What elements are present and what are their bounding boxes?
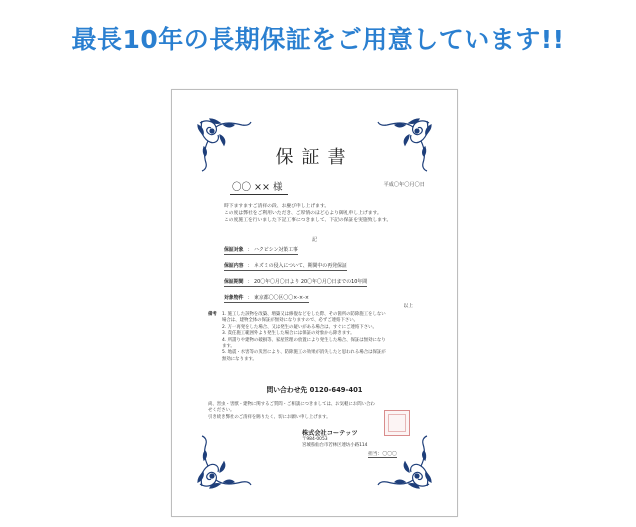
closing-line: 尚、害虫・害獣・建物に関するご質問・ご相談につきましては、お気軽にお問い合わ (208, 402, 375, 407)
remark-line: 5. 地震・水害等の災害により、防除施工の効果が消失したと思われる場合は保証が (222, 350, 386, 356)
warranty-row-period (224, 278, 367, 287)
company-address (302, 437, 367, 449)
row-value: ： ネズミの侵入について、期間中の再発保証 (247, 263, 347, 269)
remark-line: 2. 万一再発をした場合、又は発生の疑いがある場合は、すぐにご連絡下さい。 (222, 324, 377, 330)
row-label: 保証対象 (224, 247, 244, 253)
warranty-certificate (171, 89, 458, 517)
contact-info: 問い合わせ先 0120-649-401 (266, 386, 363, 394)
remarks-label: 備考 (208, 312, 217, 317)
ijo-marker: 以上 (403, 304, 413, 309)
closing-line: せください。 (208, 408, 235, 414)
remark-line: 4. 所謂りや建物の破損等、家屋管理の放置により発生した場合、保証は無効になり (222, 337, 386, 343)
representative: 担当：〇〇〇 (368, 452, 397, 457)
remark-line: 1. 施工した該物を改築、増築又は修復などをした際、その箇所の防除施工をしない (222, 312, 386, 317)
row-label: 保証期間 (224, 279, 244, 285)
warranty-row-property (224, 294, 309, 303)
remark-line: 場合は、建物全体の保証が無効になりますので、必ずご連絡下さい。 (222, 318, 359, 324)
greeting-line: この度施工を行いました下記工事につきまして、下記の保証を実施致します。 (224, 218, 392, 223)
company-name: 株式会社コーテッツ (302, 430, 358, 437)
row-value: ： 20〇年〇月〇日より 20〇年〇月〇日までの10年間 (247, 279, 368, 285)
corner-ornament-icon (375, 432, 435, 492)
address-line: 宮城県仙台市若林区連坊小路114 (302, 443, 368, 449)
ki-marker: 記 (311, 237, 317, 243)
warranty-row-target (224, 246, 298, 255)
issue-date: 平成〇年〇月〇日 (383, 182, 425, 188)
closing-line: 引き続き弊社のご清祥を賜りたく、切にお願い申し上げます。 (208, 414, 331, 420)
greeting-line: この度は弊社をご利用いただき、ご厚情のほど心より御礼申し上げます。 (224, 211, 382, 216)
certificate-title: 保証書 (275, 147, 354, 168)
greeting-line: 時下ますますご清祥の段、お慶び申し上げます。 (224, 204, 330, 209)
corner-ornament-icon (194, 432, 254, 492)
row-label: 対象物件 (224, 295, 244, 301)
remark-line: 3. 責任施工範囲外より発生した場合には保証の対象から除きます。 (222, 331, 355, 337)
warranty-row-content (224, 262, 347, 271)
recipient-name: 〇〇 ×× 様 (230, 179, 288, 195)
row-value: ： 東京都〇〇区〇〇×-×-× (247, 295, 309, 301)
greeting-text (224, 203, 424, 224)
remark-line: ます。 (222, 344, 235, 350)
row-value: ： ハクビシン対策工事 (247, 247, 298, 253)
row-label: 保証内容 (224, 263, 244, 269)
address-line: 〒984-0053 (302, 437, 328, 442)
page-heading: 最長10年の長期保証をご用意しています!! (71, 25, 565, 54)
remarks-section (208, 312, 428, 363)
remark-line: 無効になります。 (222, 356, 257, 362)
seal-icon (384, 410, 410, 436)
